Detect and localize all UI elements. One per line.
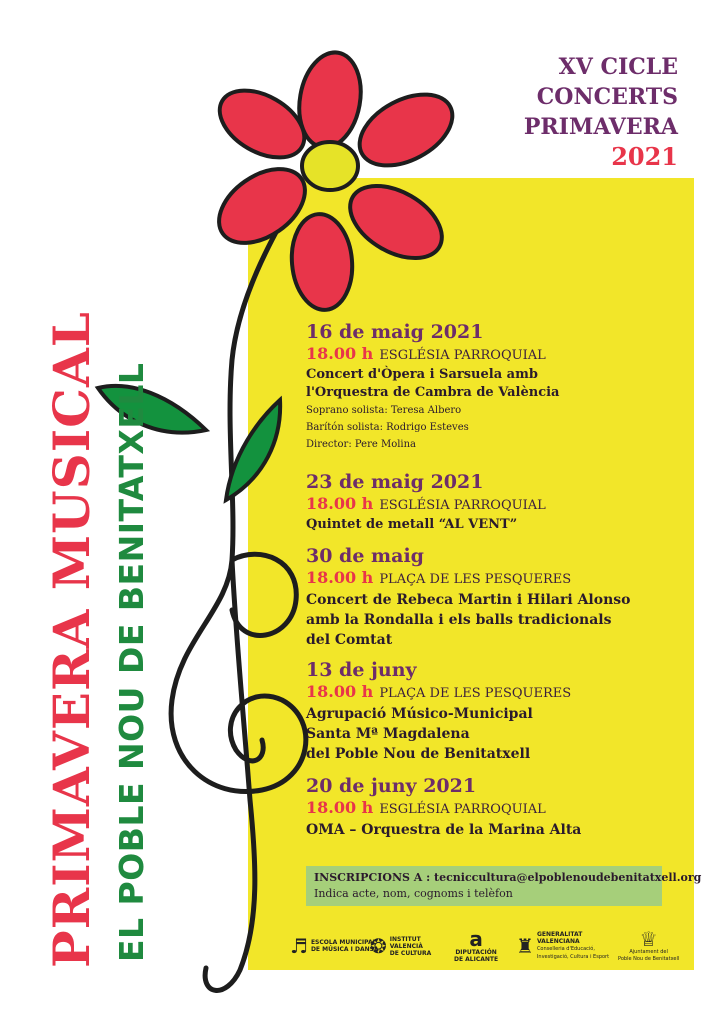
- logo-text: ESCOLA MUNICIPAL: [310, 939, 377, 946]
- vertical-subtitle: EL POBLE NOU DE BENITATXELL: [112, 362, 151, 962]
- event-description: Quintet de metall “AL VENT”: [306, 517, 518, 532]
- event-description: Concert d'Òpera i Sarsuela amb: [306, 367, 538, 382]
- event-2: [306, 470, 546, 534]
- event-venue: PLAÇA DE LES PESQUERES: [379, 572, 572, 587]
- leaf-right: [226, 400, 280, 500]
- event-4: [306, 658, 571, 764]
- logo-text: DIPUTACIÓN: [455, 949, 497, 956]
- flower: [205, 48, 464, 313]
- event-time: 18.00 h: [306, 494, 374, 513]
- stem-clef-line: [171, 190, 306, 990]
- logo-text: VALENCIÀ: [389, 942, 423, 950]
- event-time: 18.00 h: [306, 798, 374, 817]
- header-line-2: CONCERTS: [536, 84, 678, 110]
- logo-text: DE MÚSICA I DANSA: [310, 946, 379, 953]
- cycle-header: [524, 52, 678, 172]
- logo-escola-musica: [290, 926, 379, 966]
- vertical-title: PRIMAVERA MUSICAL: [42, 311, 101, 968]
- event-time-venue: [306, 494, 546, 516]
- event-1: [306, 320, 559, 453]
- town-crest-icon: ♕: [639, 927, 658, 951]
- logo-text: Investigació, Cultura i Esport: [536, 954, 610, 960]
- petal: [348, 80, 464, 180]
- logo-text: GENERALITAT: [536, 931, 583, 938]
- inscriptions-email[interactable]: INSCRIPCIONS A : tecniccultura@elpoblenoudebenitatxell.org: [314, 871, 702, 884]
- logo-ivc: [370, 926, 431, 966]
- logo-text: DE ALICANTE: [454, 956, 499, 963]
- sponsor-logos: [290, 926, 690, 966]
- event-venue: PLAÇA DE LES PESQUERES: [379, 686, 572, 701]
- event-time-venue: [306, 682, 571, 704]
- logo-generalitat: [516, 926, 609, 966]
- event-time-venue: [306, 568, 630, 590]
- logo-diputacion: [454, 926, 498, 966]
- event-date: 16 de maig 2021: [306, 321, 484, 343]
- petal: [288, 212, 356, 313]
- event-description: del Comtat: [306, 632, 393, 648]
- event-date: 30 de maig: [306, 545, 424, 567]
- logo-ajuntament: [618, 926, 679, 966]
- crest-icon: ♜: [516, 933, 534, 958]
- header-year: 2021: [611, 142, 678, 171]
- inscriptions-box: [306, 866, 702, 906]
- event-5: [306, 774, 581, 840]
- event-date: 13 de juny: [306, 659, 417, 681]
- letter-a-icon: a: [469, 927, 483, 951]
- event-description: Concert de Rebeca Martin i Hilari Alonso: [306, 592, 631, 608]
- event-description: OMA – Orquestra de la Marina Alta: [306, 822, 582, 838]
- lyre-icon: ♬: [290, 933, 308, 958]
- event-description: Santa Mª Magdalena: [306, 726, 470, 742]
- event-venue: ESGLÉSIA PARROQUIAL: [379, 348, 546, 363]
- event-time: 18.00 h: [306, 568, 374, 587]
- event-description: del Poble Nou de Benitatxell: [306, 746, 531, 762]
- event-time-venue: [306, 798, 581, 820]
- event-date: 23 de maig 2021: [306, 471, 484, 493]
- inscriptions-note: Indica acte, nom, cognoms i telèfon: [314, 887, 513, 900]
- header-line-1: XV CICLE: [558, 54, 678, 80]
- event-3: [306, 544, 630, 650]
- event-description: l'Orquestra de Cambra de València: [306, 385, 560, 400]
- logo-text: INSTITUT: [389, 935, 421, 943]
- event-description: Agrupació Músico-Municipal: [306, 706, 533, 722]
- event-detail: Director: Pere Molina: [306, 439, 417, 450]
- event-time-venue: [306, 344, 559, 366]
- logo-text: Conselleria d'Educació,: [536, 946, 595, 952]
- flower-center: [302, 142, 358, 190]
- event-date: 20 de juny 2021: [306, 775, 477, 797]
- event-detail: Barítón solista: Rodrigo Esteves: [306, 422, 469, 433]
- clef-top-loop: [232, 554, 296, 635]
- event-venue: ESGLÉSIA PARROQUIAL: [379, 802, 546, 817]
- event-time: 18.00 h: [306, 682, 374, 701]
- logo-text: Ajuntament del: [629, 949, 668, 955]
- event-detail: Soprano solista: Teresa Albero: [306, 405, 462, 416]
- logo-text: DE CULTURA: [389, 949, 432, 957]
- petal: [338, 171, 455, 273]
- event-venue: ESGLÉSIA PARROQUIAL: [379, 498, 546, 513]
- event-description: amb la Rondalla i els balls tradicionals: [306, 612, 612, 628]
- circle-emblem-icon: ❂: [370, 933, 387, 958]
- logo-text: VALENCIANA: [536, 938, 580, 945]
- logo-text: Poble Nou de Benitatxell: [618, 956, 680, 962]
- header-line-3: PRIMAVERA: [523, 114, 678, 140]
- event-time: 18.00 h: [306, 344, 374, 363]
